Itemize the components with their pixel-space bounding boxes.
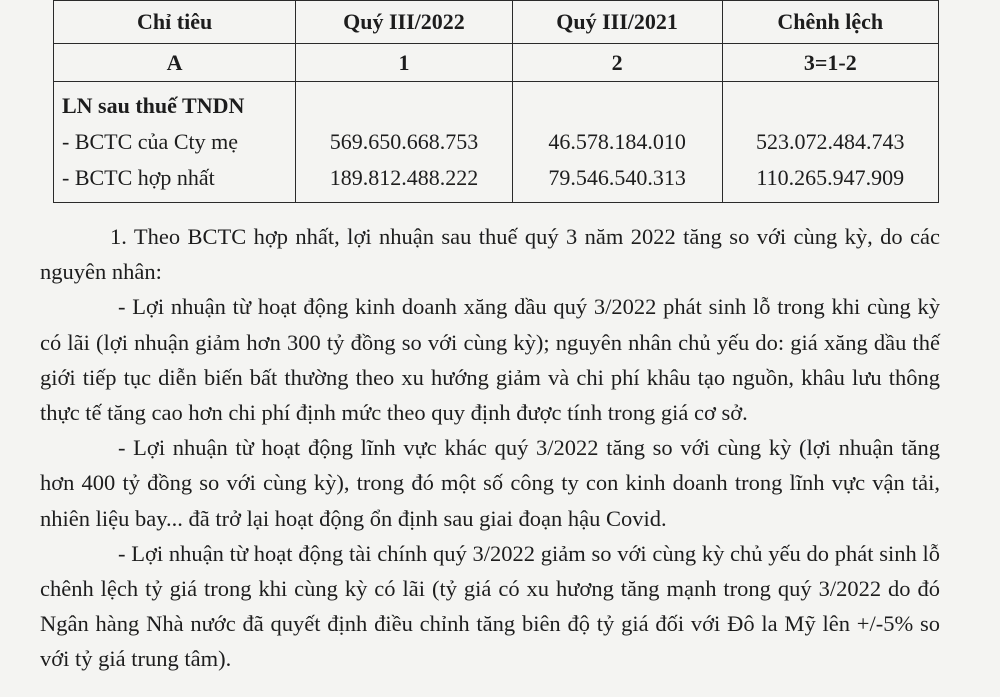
paragraph-intro: 1. Theo BCTC hợp nhất, lợi nhuận sau thuế quý 3 năm 2022 tăng so với cùng kỳ, do các nguyên nhân: <box>40 224 940 285</box>
table-body-row <box>54 82 939 203</box>
q3-2022-cell <box>296 82 512 203</box>
subheader-1: 1 <box>296 44 512 82</box>
row-label-consolidated: - BCTC hợp nhất <box>62 165 215 190</box>
subheader-a: A <box>54 44 296 82</box>
value-parent-diff: 523.072.484.743 <box>756 129 905 154</box>
paragraph-other-sectors: - Lợi nhuận từ hoạt động lĩnh vực khác quý 3/2022 tăng so với cùng kỳ (lợi nhuận tăng hơn 400 tỷ đồng so với cùng kỳ), trong đó một số công ty con kinh doanh trong lĩnh vực vận tải, nhiên liệu bay... đã trở lại hoạt động ổn định sau giai đoạn hậu Covid. <box>40 435 940 531</box>
q3-2021-cell <box>512 82 722 203</box>
table-header-row <box>54 1 939 44</box>
difference-cell <box>722 82 938 203</box>
header-difference: Chênh lệch <box>722 1 938 44</box>
row-label-parent: - BCTC của Cty mẹ <box>62 129 238 154</box>
paragraph-fuel-business: - Lợi nhuận từ hoạt động kinh doanh xăng dầu quý 3/2022 phát sinh lỗ trong khi cùng kỳ có lãi (lợi nhuận giảm hơn 300 tỷ đồng so với cùng kỳ); nguyên nhân chủ yếu do: giá xăng dầu thế giới tiếp tục diễn biến bất thường theo xu hướng giảm và chi phí khâu tạo nguồn, khâu lưu thông thực tế tăng cao hơn chi phí định mức theo quy định được tính trong giá cơ sở. <box>40 294 940 426</box>
subheader-3: 3=1-2 <box>722 44 938 82</box>
header-indicator: Chỉ tiêu <box>54 1 296 44</box>
paragraph-financial: - Lợi nhuận từ hoạt động tài chính quý 3/2022 giảm so với cùng kỳ chủ yếu do phát sinh lỗ chênh lệch tỷ giá trong khi cùng kỳ có lãi (tỷ giá có xu hương tăng mạnh trong quý 3/2022 do đó Ngân hàng Nhà nước đã quyết định điều chỉnh tăng biên độ tỷ giá đối với Đô la Mỹ lên +/-5% so với tỷ giá trung tâm). <box>40 540 940 672</box>
value-parent-q3-2022: 569.650.668.753 <box>329 129 479 154</box>
header-q3-2022: Quý III/2022 <box>296 1 512 44</box>
value-parent-q3-2021: 46.578.184.010 <box>548 129 686 154</box>
group-label: LN sau thuế TNDN <box>62 93 245 118</box>
table-subheader-row <box>54 44 939 82</box>
value-consolidated-diff: 110.265.947.909 <box>756 165 905 190</box>
explanation-text <box>40 219 940 677</box>
profit-table <box>53 0 939 203</box>
subheader-2: 2 <box>512 44 722 82</box>
value-consolidated-q3-2021: 79.546.540.313 <box>548 165 686 190</box>
label-cell <box>54 82 296 203</box>
header-q3-2021: Quý III/2021 <box>512 1 722 44</box>
value-consolidated-q3-2022: 189.812.488.222 <box>329 165 479 190</box>
